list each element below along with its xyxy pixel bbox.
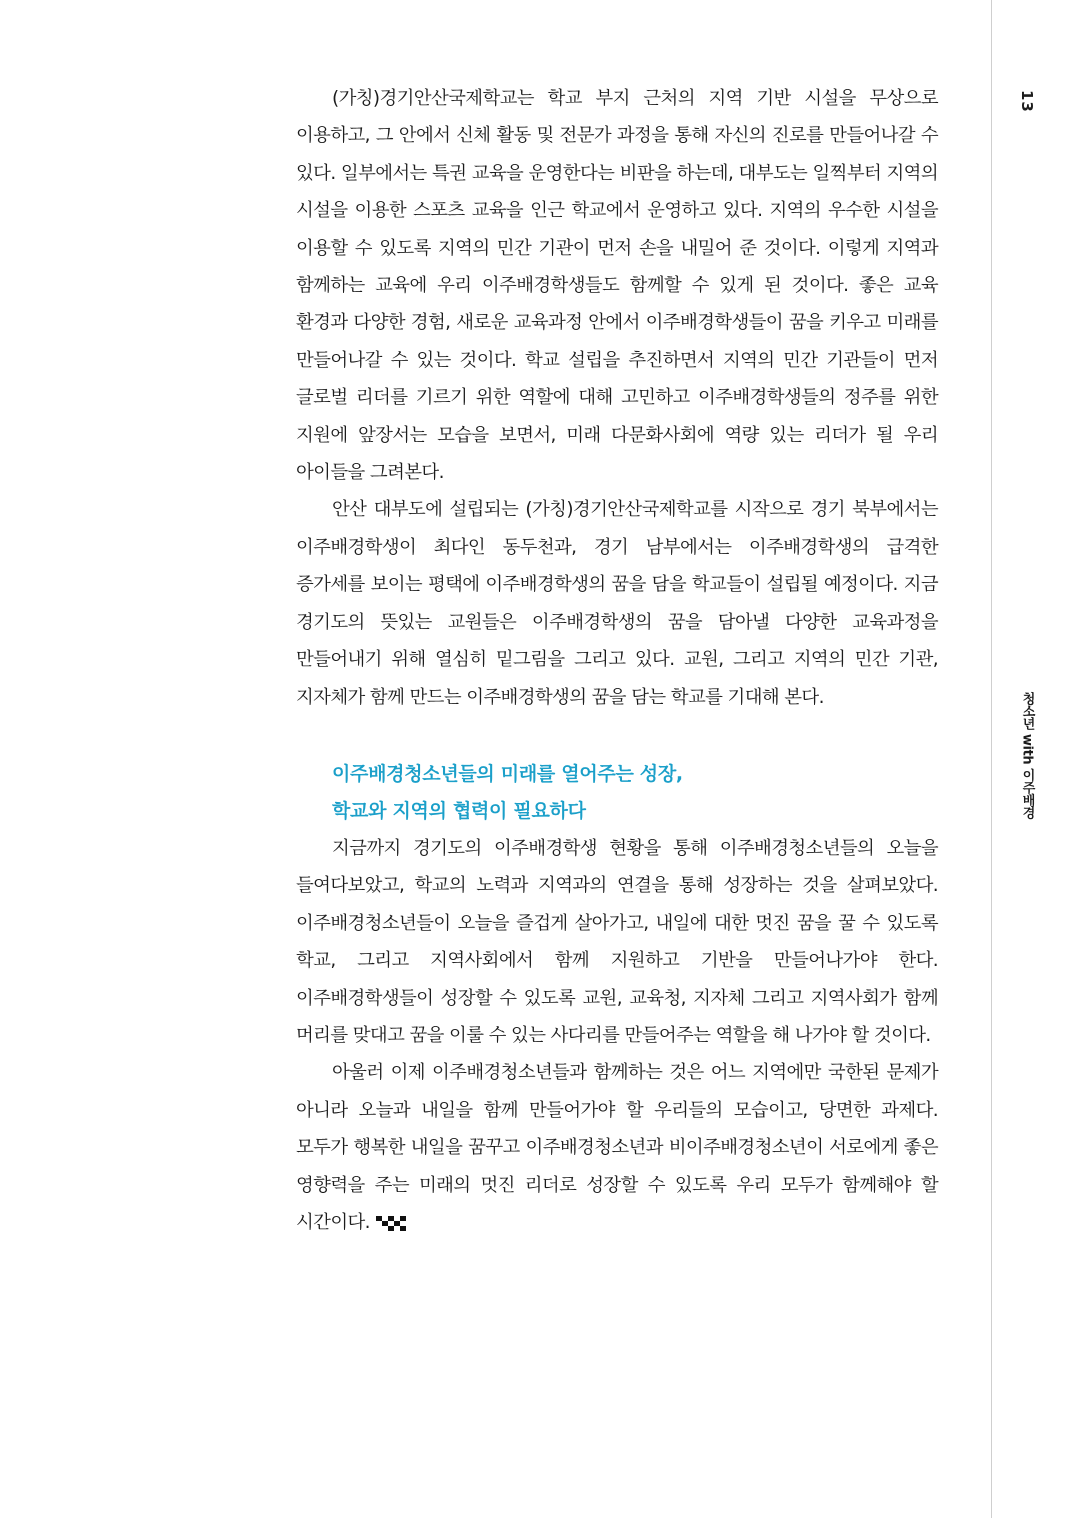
- checkered-end-mark-icon: [376, 1214, 408, 1232]
- running-title: 청소년 with 이주배경: [1019, 692, 1035, 819]
- section-paragraph-1: 지금까지 경기도의 이주배경학생 현황을 통해 이주배경청소년들의 오늘을 들여다보았고, 학교의 노력과 지역과의 연결을 통해 성장하는 것을 살펴보았다. 이주배경청소년들이 오늘을 즐겁게 살아가고, 내일에 대한 멋진 꿈을 꿀 수 있도록 학교, 그리고 지역사회에서 함께 지원하고 기반을 만들어나가야 한다. 이주배경학생들이 성장할 수 있도록 교원, 교육청, 지자체 그리고 지역사회가 함께 머리를 맞대고 꿈을 이룰 수 있는 사다리를 만들어주는 역할을 해 나가야 할 것이다.: [296, 837, 938, 1046]
- body-paragraph-2: 안산 대부도에 설립되는 (가칭)경기안산국제학교를 시작으로 경기 북부에서는 이주배경학생이 최다인 동두천과, 경기 남부에서는 이주배경학생의 급격한 증가세를 보이는 평택에 이주배경학생의 꿈을 담을 학교들이 설립될 예정이다. 지금 경기도의 뜻있는 교원들은 이주배경학생의 꿈을 담아낼 다양한 교육과정을 만들어내기 위해 열심히 밑그림을 그리고 있다. 교원, 그리고 지역의 민간 기관, 지자체가 함께 만드는 이주배경학생의 꿈을 담는 학교를 기대해 본다.: [296, 499, 938, 708]
- section-heading: [332, 756, 938, 830]
- body-paragraph-1: (가칭)경기안산국제학교는 학교 부지 근처의 지역 기반 시설을 무상으로 이용하고, 그 안에서 신체 활동 및 전문가 과정을 통해 자신의 진로를 만들어나갈 수 있다. 일부에서는 특권 교육을 운영한다는 비판을 하는데, 대부도는 일찍부터 지역의 시설을 이용한 스포츠 교육을 인근 학교에서 운영하고 있다. 지역의 우수한 시설을 이용할 수 있도록 지역의 민간 기관이 먼저 손을 내밀어 준 것이다. 이렇게 지역과 함께하는 교육에 우리 이주배경학생들도 함께할 수 있게 된 것이다. 좋은 교육 환경과 다양한 경험, 새로운 교육과정 안에서 이주배경학생들이 꿈을 키우고 미래를 만들어나갈 수 있는 것이다. 학교 설립을 추진하면서 지역의 민간 기관들이 먼저 글로벌 리더를 기르기 위한 역할에 대해 고민하고 이주배경학생들의 정주를 위한 지원에 앞장서는 모습을 보면서, 미래 다문화사회에 역량 있는 리더가 될 우리 아이들을 그려본다.: [296, 88, 938, 484]
- section-heading-line-1: 이주배경청소년들의 미래를 열어주는 성장,: [332, 762, 683, 785]
- section-paragraph-2-text: 아울러 이제 이주배경청소년들과 함께하는 것은 어느 지역에만 국한된 문제가 아니라 오늘과 내일을 함께 만들어가야 할 우리들의 모습이고, 당면한 과제다. 모두가 행복한 내일을 꿈꾸고 이주배경청소년과 비이주배경청소년이 서로에게 좋은 영향력을 주는 미래의 멋진 리더로 성장할 수 있도록 우리 모두가 함께해야 할 시간이다.: [296, 1062, 938, 1233]
- section-paragraph-2: [296, 1054, 938, 1241]
- article-body: [296, 80, 938, 1241]
- page-number: 13: [1018, 90, 1036, 113]
- section-heading-line-2: 학교와 지역의 협력이 필요하다: [332, 799, 586, 822]
- side-divider-line: [991, 0, 992, 1518]
